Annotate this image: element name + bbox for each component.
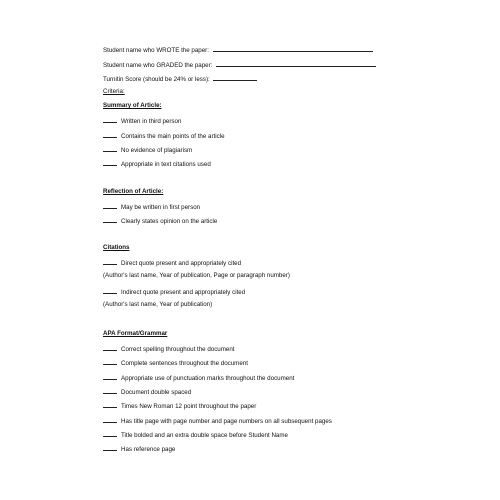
summary-item-label: Contains the main points of the article bbox=[121, 133, 225, 140]
checkbox-blank[interactable] bbox=[103, 373, 117, 380]
citations-item bbox=[103, 287, 245, 297]
checkbox-blank[interactable] bbox=[103, 202, 117, 209]
wrote-name-blank[interactable] bbox=[213, 45, 373, 52]
citations-item-label: Indirect quote present and appropriately cited bbox=[121, 289, 246, 296]
apa-item-label: Appropriate use of punctuation marks throughout the document bbox=[121, 375, 295, 382]
checkbox-blank[interactable] bbox=[103, 387, 117, 394]
apa-heading: APA Format/Grammar bbox=[103, 330, 168, 337]
citations-heading: Citations bbox=[103, 244, 130, 251]
checkbox-blank[interactable] bbox=[103, 416, 117, 423]
apa-item bbox=[103, 444, 175, 454]
citations-note: (Author's last name, Year of publication) bbox=[103, 301, 213, 308]
reflection-item bbox=[103, 202, 200, 212]
reflection-item bbox=[103, 216, 217, 226]
graded-line bbox=[103, 60, 376, 70]
apa-item-label: Has reference page bbox=[121, 446, 176, 453]
turnitin-score-blank[interactable] bbox=[213, 74, 257, 81]
apa-item bbox=[103, 344, 235, 354]
apa-item-label: Correct spelling throughout the document bbox=[121, 346, 235, 353]
checkbox-blank[interactable] bbox=[103, 145, 117, 152]
summary-item bbox=[103, 116, 181, 126]
summary-item bbox=[103, 131, 225, 141]
checkbox-blank[interactable] bbox=[103, 401, 117, 408]
summary-item bbox=[103, 145, 192, 155]
apa-item-label: Complete sentences throughout the document bbox=[121, 360, 248, 367]
summary-item-label: No evidence of plagiarism bbox=[121, 147, 193, 154]
checkbox-blank[interactable] bbox=[103, 216, 117, 223]
checkbox-blank[interactable] bbox=[103, 116, 117, 123]
graded-name-blank[interactable] bbox=[216, 60, 376, 67]
citations-item-label: Direct quote present and appropriately cited bbox=[121, 260, 242, 267]
checkbox-blank[interactable] bbox=[103, 430, 117, 437]
checkbox-blank[interactable] bbox=[103, 159, 117, 166]
checkbox-blank[interactable] bbox=[103, 287, 117, 294]
turnitin-line bbox=[103, 74, 257, 84]
reflection-item-label: Clearly states opinion on the article bbox=[121, 218, 218, 225]
graded-label: Student name who GRADED the paper: bbox=[103, 62, 213, 69]
apa-item bbox=[103, 358, 248, 368]
citations-note: (Author's last name, Year of publication, Page or paragraph number) bbox=[103, 272, 290, 279]
apa-item bbox=[103, 416, 332, 426]
checkbox-blank[interactable] bbox=[103, 258, 117, 265]
apa-item bbox=[103, 430, 288, 440]
checkbox-blank[interactable] bbox=[103, 344, 117, 351]
apa-item-label: Title bolded and an extra double space before Student Name bbox=[121, 432, 288, 439]
reflection-item-label: May be written in first person bbox=[121, 204, 201, 211]
apa-item bbox=[103, 373, 294, 383]
summary-heading: Summary of Article: bbox=[103, 102, 162, 109]
turnitin-label: Turnitin Score (should be 24% or less): bbox=[103, 76, 210, 83]
checkbox-blank[interactable] bbox=[103, 131, 117, 138]
summary-item-label: Written in third person bbox=[121, 118, 182, 125]
apa-item-label: Has title page with page number and page numbers on all subsequent pages bbox=[121, 418, 332, 425]
checkbox-blank[interactable] bbox=[103, 358, 117, 365]
wrote-line bbox=[103, 45, 373, 55]
apa-item bbox=[103, 387, 191, 397]
summary-item bbox=[103, 159, 211, 169]
reflection-heading: Reflection of Article: bbox=[103, 188, 164, 195]
citations-item bbox=[103, 258, 241, 268]
apa-item-label: Times New Roman 12 point throughout the paper bbox=[121, 403, 257, 410]
apa-item bbox=[103, 401, 256, 411]
checkbox-blank[interactable] bbox=[103, 444, 117, 451]
apa-item-label: Document double spaced bbox=[121, 389, 192, 396]
wrote-label: Student name who WROTE the paper: bbox=[103, 47, 209, 54]
summary-item-label: Appropriate in text citations used bbox=[121, 161, 211, 168]
criteria-label: Criteria: bbox=[103, 88, 125, 95]
